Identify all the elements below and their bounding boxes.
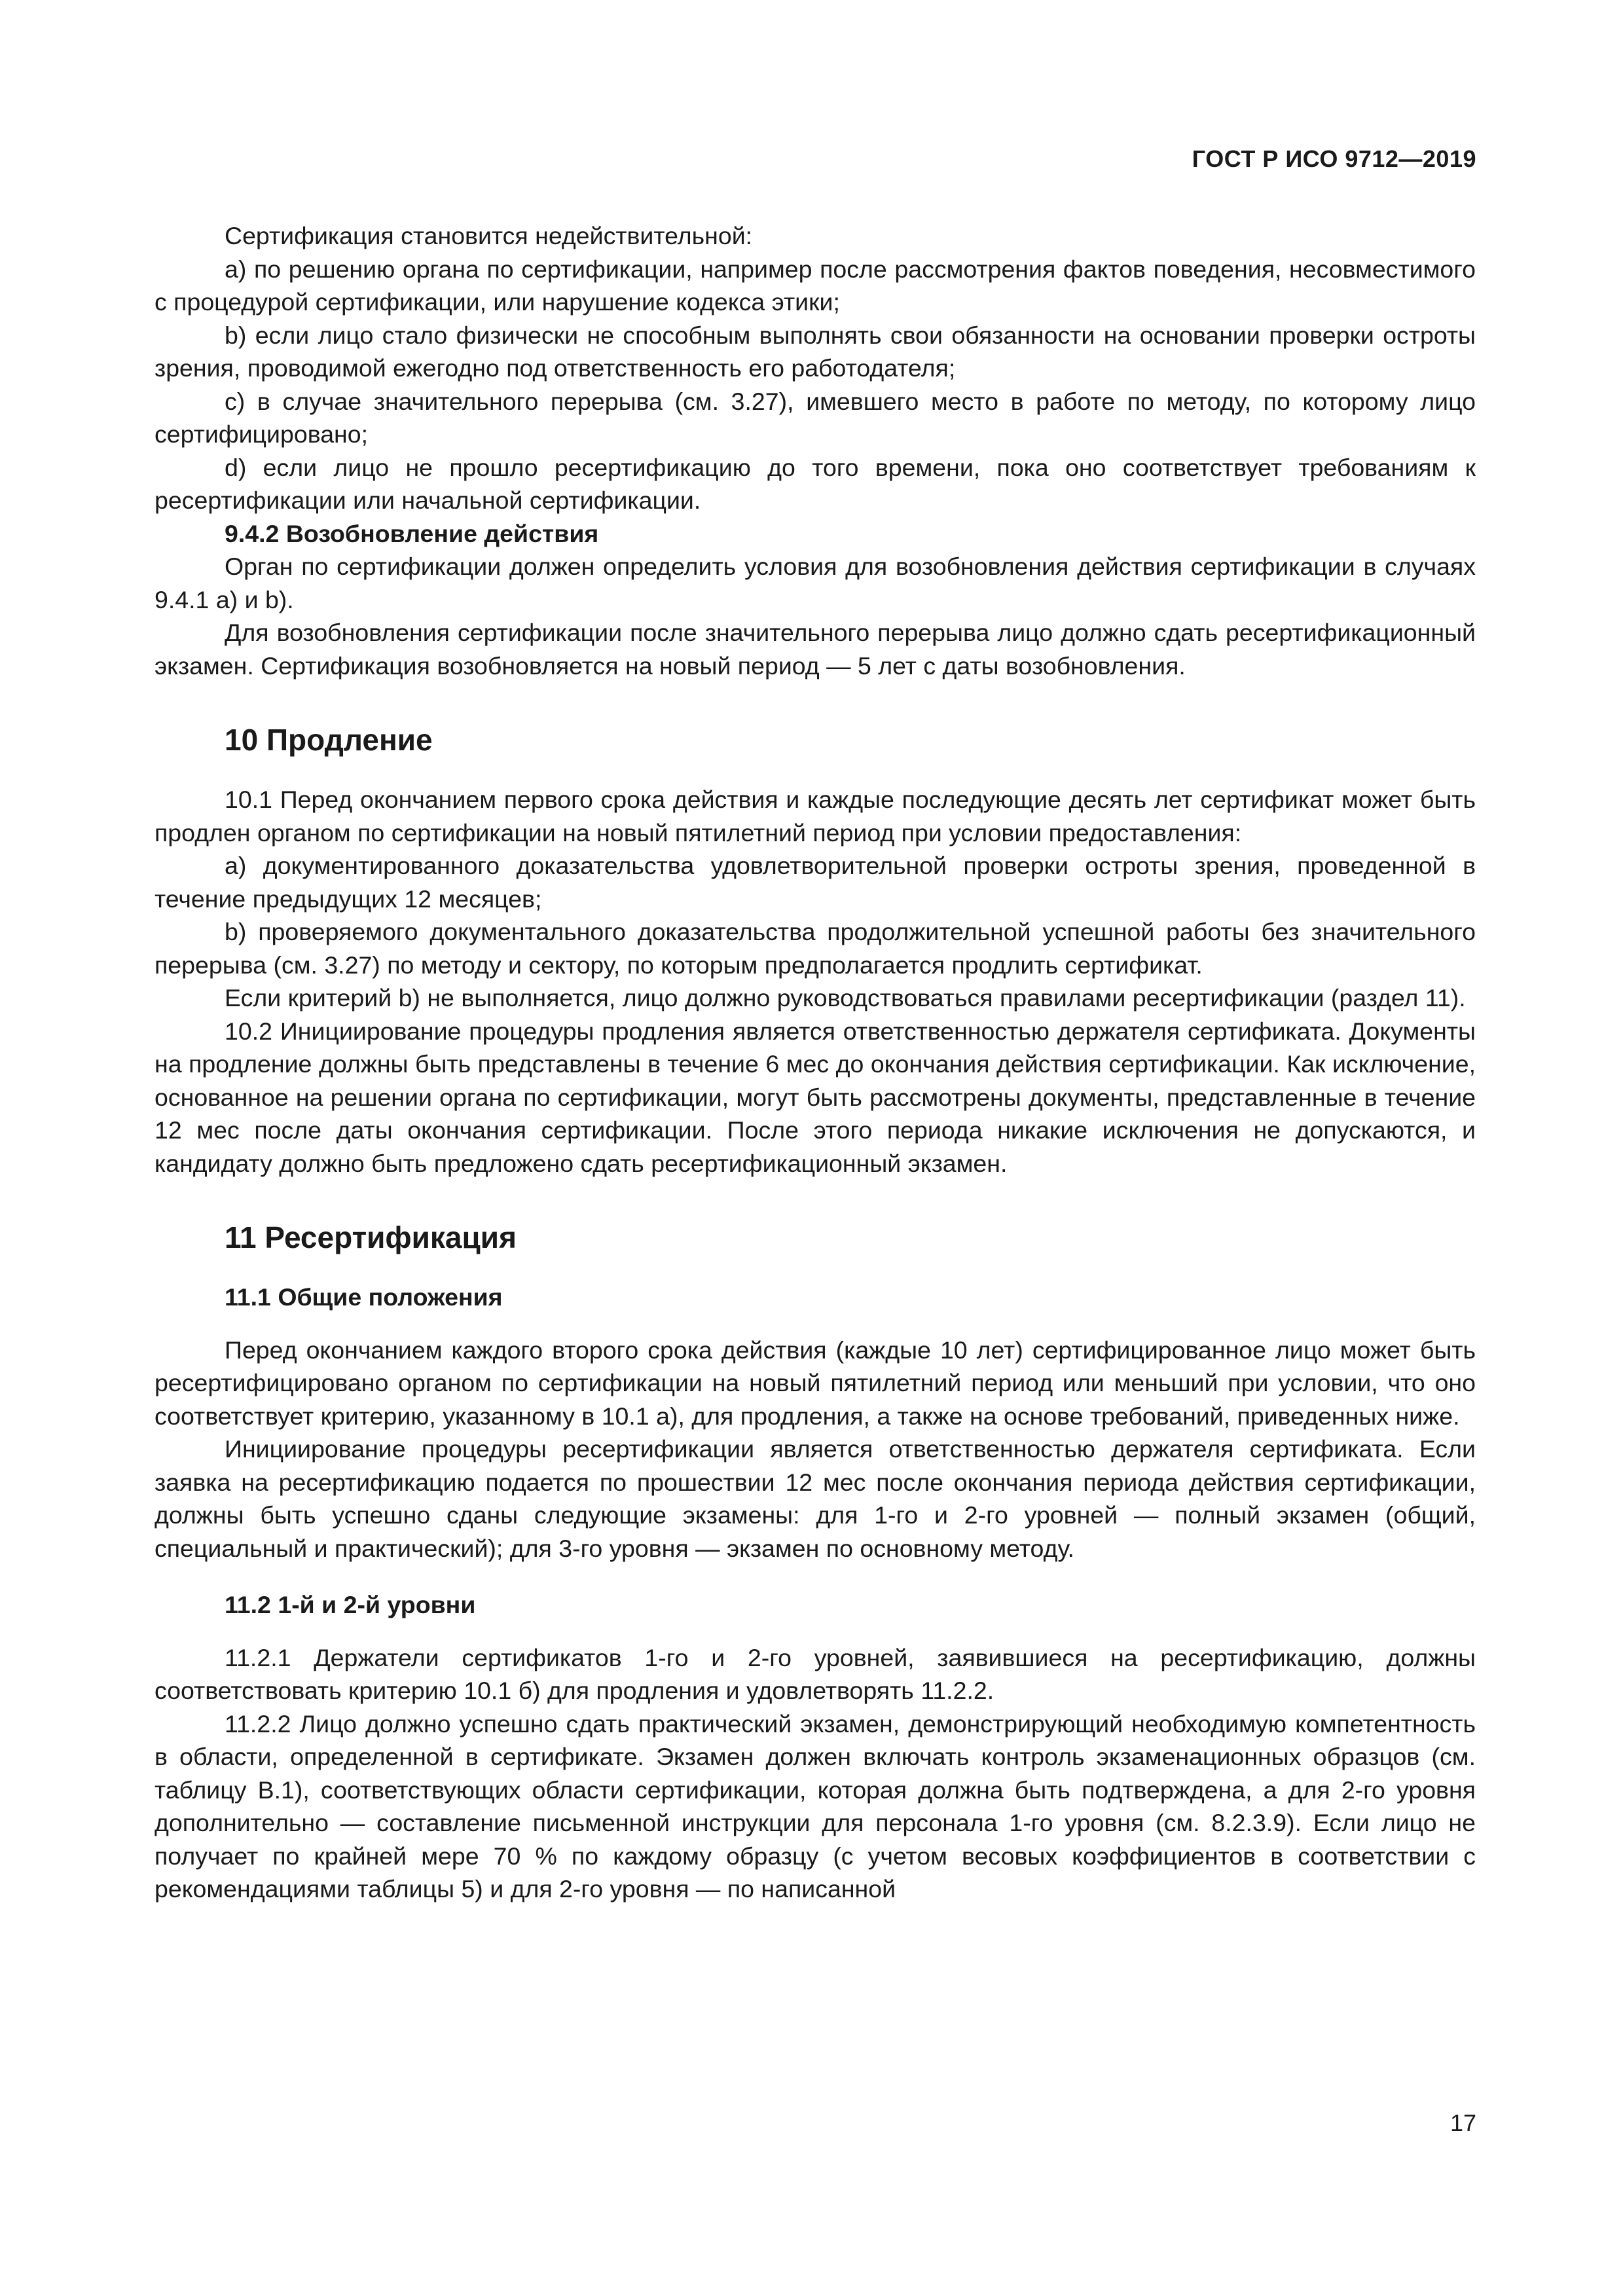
paragraph: b) проверяемого документального доказательства продолжительной успешной работы без значительного перерыва (см. 3.27) по методу и сектору, по которым предполагается продлить сертификат. (155, 918, 1476, 979)
paragraph: 10.2 Инициирование процедуры продления является ответственностью держателя сертификата. Документы на продление должны быть представлены в течение 6 мес до окончания действия сертификации. Как исключение, основанное на решении органа по сертификации, могут быть рассмотрены документы, представленные в течение 12 мес после даты окончания сертификации. После этого периода никакие исключения не допускаются, и кандидату должно быть предложено сдать ресертификационный экзамен. (155, 1017, 1476, 1177)
paragraph: Инициирование процедуры ресертификации является ответственностью держателя сертификата. Если заявка на ресертификацию подается по прошествии 12 мес после окончания периода действия сертификации, должны быть успешно сданы следующие экзамены: для 1-го и 2-го уровней — полный экзамен (общий, специальный и практический); для 3-го уровня — экзамен по основному методу. (155, 1435, 1476, 1562)
paragraph: d) если лицо не прошло ресертификацию до того времени, пока оно соответствует требованиям к ресертификации или начальной сертификации. (155, 453, 1476, 514)
subsection-heading-9-4-2: 9.4.2 Возобновление действия (225, 519, 599, 547)
page-number: 17 (1450, 2109, 1476, 2136)
spacer (155, 682, 1476, 720)
spacer (155, 1257, 1476, 1281)
section-heading-11: 11 Ресертификация (225, 1220, 517, 1254)
document-code-header: ГОСТ Р ИСО 9712—2019 (1192, 145, 1476, 172)
paragraph: Если критерий b) не выполняется, лицо должно руководствоваться правилами ресертификации (раздел 11). (225, 984, 1466, 1011)
paragraph: 11.2.2 Лицо должно успешно сдать практический экзамен, демонстрирующий необходимую компетентность в области, определенной в сертификате. Экзамен должен включать контроль экзаменационных образцов (см. таблицу B.1), соответствующих области сертификации, которая должна быть подтверждена, а для 2-го уровня дополнительно — составление письменной инструкции для персонала 1-го уровня (см. 8.2.3.9). Если лицо не получает по крайней мере 70 % по каждому образцу (с учетом весовых коэффициентов в соответствии с рекомендациями таблицы 5) и для 2-го уровня — по написанной (155, 1709, 1476, 1903)
spacer (155, 1565, 1476, 1588)
spacer (155, 1314, 1476, 1334)
paragraph: Перед окончанием каждого второго срока действия (каждые 10 лет) сертифицированное лицо может быть ресертифицировано органом по сертификации на новый пятилетний период или меньший при условии, что оно соответствует критерию, указанному в 10.1 а), для продления, а также на основе требований, приведенных ниже. (155, 1336, 1476, 1430)
spacer (155, 759, 1476, 783)
subsection-heading-11-1: 11.1 Общие положения (225, 1283, 503, 1311)
paragraph: b) если лицо стало физически не способным выполнять свои обязанности на основании проверки остроты зрения, проводимой ежегодно под ответственность его работодателя; (155, 321, 1476, 382)
paragraph: 11.2.1 Держатели сертификатов 1-го и 2-го уровней, заявившиеся на ресертификацию, должны соответствовать критерию 10.1 б) для продления и удовлетворять 11.2.2. (155, 1643, 1476, 1704)
paragraph: Сертификация становится недействительной: (225, 222, 753, 249)
subsection-heading-11-2: 11.2 1-й и 2-й уровни (225, 1591, 476, 1618)
paragraph: Для возобновления сертификации после значительного перерыва лицо должно сдать ресертификационный экзамен. Сертификация возобновляется на новый период — 5 лет с даты возобновления. (155, 619, 1476, 680)
spacer (155, 1622, 1476, 1641)
section-heading-10: 10 Продление (225, 723, 433, 757)
paragraph: 10.1 Перед окончанием первого срока действия и каждые последующие десять лет сертификат может быть продлен органом по сертификации на новый пятилетний период при условии предоставления: (155, 786, 1476, 847)
page-body (155, 219, 1476, 1906)
paragraph: Орган по сертификации должен определить условия для возобновления действия сертификации в случаях 9.4.1 a) и b). (155, 553, 1476, 613)
paragraph: c) в случае значительного перерыва (см. 3.27), имевшего место в работе по методу, по которому лицо сертифицировано; (155, 387, 1476, 448)
paragraph: a) по решению органа по сертификации, например после рассмотрения фактов поведения, несовместимого с процедурой сертификации, или нарушение кодекса этики; (155, 255, 1476, 316)
spacer (155, 1180, 1476, 1218)
paragraph: a) документированного доказательства удовлетворительной проверки остроты зрения, проведенной в течение предыдущих 12 месяцев; (155, 852, 1476, 913)
